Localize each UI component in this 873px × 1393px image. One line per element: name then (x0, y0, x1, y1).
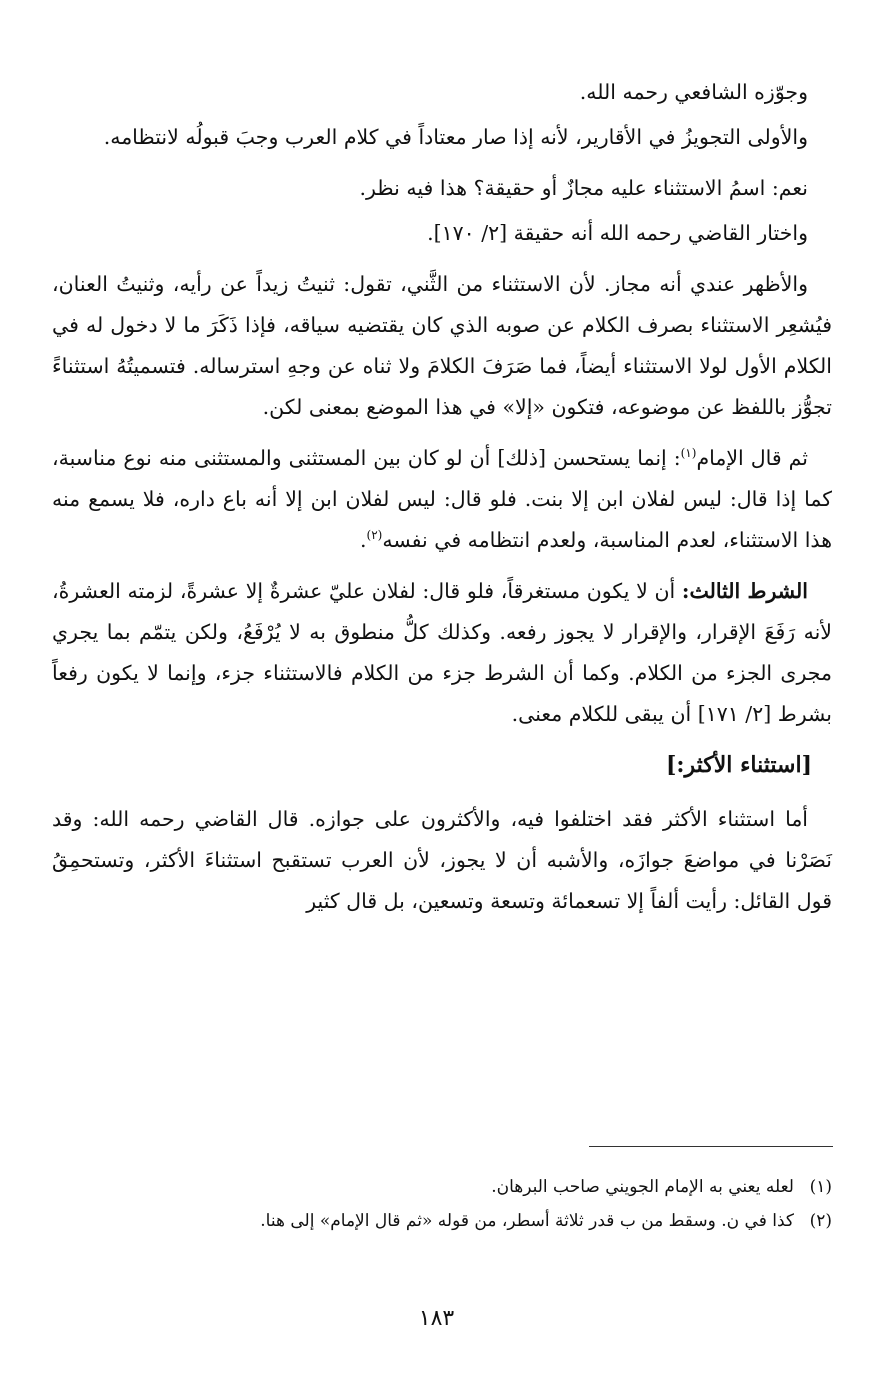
paragraph-5: والأظهر عندي أنه مجاز. لأن الاستثناء من الثَّني، تقول: ثنيتُ زيداً عن رأيه، وثنيتُ العنان، فيُشعِر الاستثناء بصرف الكلام عن صوبه الذي كان يقتضيه سياقه، فإذا ذَكَرَ ما لا دخول له في الكلام الأول لولا الاستثناء أيضاً، فما صَرَفَ الكلامَ ولا ثناه عن وجهِ استرساله. فتسميتُهُ استثناءً تجوُّز باللفظ عن موضوعه، فتكون «إلا» في هذا الموضع بمعنى لكن. (52, 272, 832, 419)
page-body (52, 72, 832, 932)
footnote-divider (589, 1146, 833, 1147)
footnote-1 (52, 1170, 832, 1204)
paragraph-7 (52, 571, 832, 735)
paragraph-1: وجوّزه الشافعي رحمه الله. (579, 80, 808, 104)
paragraph-4: واختار القاضي رحمه الله أنه حقيقة [٢/ ١٧٠]. (427, 221, 808, 245)
paragraph-6-body: : إنما يستحسن [ذلك] أن لو كان بين المستثنى والمستثنى منه نوع مناسبة، كما إذا قال: ليس لفلان ابن إلا بنت. فلو قال: ليس لفلان ابن إلا أنه باع داره، فلا يسمع منه هذا الاستثناء، لعدم المناسبة، ولعدم انتظامه في نفسه (52, 446, 832, 552)
footnote-2-number: (٢) (809, 1211, 832, 1231)
section-heading: [استثناء الأكثر:] (665, 752, 812, 778)
paragraph-8: أما استثناء الأكثر فقد اختلفوا فيه، والأكثرون على جوازه. قال القاضي رحمه الله: وقد نَصَرْنا في مواضعَ جوازَه، والأشبه أن لا يجوز، لأن العرب تستقبح استثناءَ الأكثر، وتستحمِقُ قول القائل: رأيت ألفاً إلا تسعمائة وتسعة وتسعين، بل قال كثير (52, 807, 832, 913)
footnotes (52, 1170, 832, 1238)
paragraph-6-end: . (360, 528, 367, 552)
page-number: ١٨٣ (418, 1306, 455, 1331)
condition-lead: الشرط الثالث: (681, 579, 809, 603)
paragraph-2: والأولى التجويزُ في الأقارير، لأنه إذا صار معتاداً في كلام العرب وجبَ قبولُه لانتظامه. (103, 125, 808, 149)
footnote-ref-2: (٢) (366, 528, 383, 543)
paragraph-6-start: ثم قال الإمام (696, 446, 808, 470)
footnote-2-text: كذا في ن. وسقط من ب قدر ثلاثة أسطر، من قوله «ثم قال الإمام» إلى هنا. (260, 1211, 794, 1231)
footnote-2 (52, 1204, 832, 1238)
paragraph-3: نعم: اسمُ الاستثناء عليه مجازٌ أو حقيقة؟ هذا فيه نظر. (359, 176, 808, 200)
footnote-1-number: (١) (809, 1177, 832, 1197)
paragraph-6 (52, 438, 832, 561)
footnote-ref-1: (١) (680, 446, 697, 461)
footnote-1-text: لعله يعني به الإمام الجويني صاحب البرهان. (491, 1177, 794, 1197)
paragraph-7-body: أن لا يكون مستغرقاً، فلو قال: لفلان عليّ عشرةٌ إلا عشرةً، لزمته العشرةُ، لأنه رَفَعَ الإقرار، والإقرار لا يجوز رفعه. وكذلك كلُّ منطوق به لا يُرْفَعُ، ولكن يتمّم بما يجري مجرى الجزء من الكلام. وكما أن الشرط جزء من الكلام فالاستثناء جزء، وإنما لا يكون رفعاً بشرط [٢/ ١٧١] أن يبقى للكلام معنى. (52, 579, 832, 726)
